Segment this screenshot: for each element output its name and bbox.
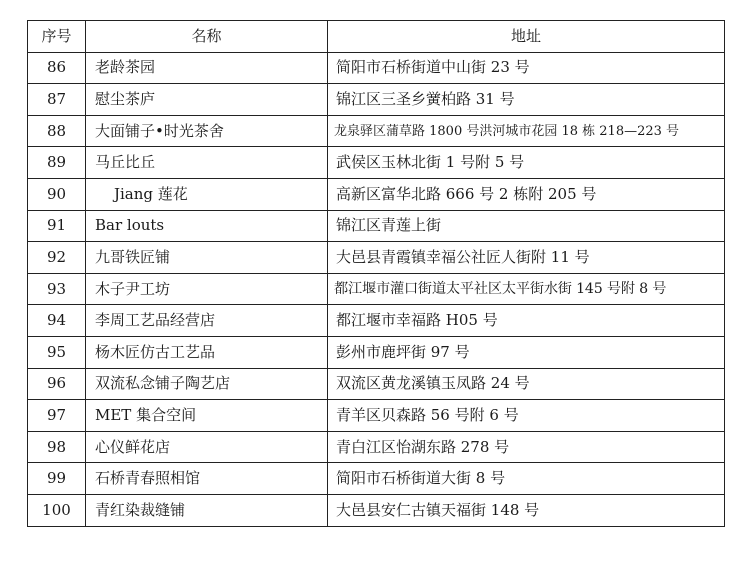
table-row: [28, 463, 725, 495]
row-index: 94: [28, 305, 86, 337]
row-address: 青羊区贝森路 56 号附 6 号: [328, 400, 725, 432]
row-address: 大邑县安仁古镇天福街 148 号: [328, 494, 725, 526]
row-index: 97: [28, 400, 86, 432]
column-header-name: 名称: [86, 21, 328, 53]
row-name: MET 集合空间: [86, 400, 328, 432]
row-name: 石桥青春照相馆: [86, 463, 328, 495]
row-name: 李周工艺品经营店: [86, 305, 328, 337]
row-address: 大邑县青霞镇幸福公社匠人街附 11 号: [328, 242, 725, 274]
row-name: 杨木匠仿古工艺品: [86, 336, 328, 368]
row-address: 彭州市鹿坪街 97 号: [328, 336, 725, 368]
row-index: 86: [28, 52, 86, 84]
row-index: 87: [28, 84, 86, 116]
row-address: 高新区富华北路 666 号 2 栋附 205 号: [328, 178, 725, 210]
row-name: 心仪鲜花店: [86, 431, 328, 463]
row-address: 青白江区怡湖东路 278 号: [328, 431, 725, 463]
table-header-row: [28, 21, 725, 53]
row-index: 100: [28, 494, 86, 526]
row-index: 98: [28, 431, 86, 463]
table-row: [28, 494, 725, 526]
row-name: 九哥铁匠铺: [86, 242, 328, 274]
row-name: Jiang 莲花: [86, 178, 328, 210]
row-index: 88: [28, 115, 86, 147]
table-row: [28, 147, 725, 179]
row-index: 95: [28, 336, 86, 368]
shop-address-table: [27, 20, 725, 527]
row-index: 92: [28, 242, 86, 274]
row-address: 简阳市石桥街道大街 8 号: [328, 463, 725, 495]
table-row: [28, 84, 725, 116]
table-row: [28, 242, 725, 274]
row-address: 都江堰市灌口街道太平社区太平街水街 145 号附 8 号: [328, 273, 725, 305]
row-index: 99: [28, 463, 86, 495]
table-row: [28, 115, 725, 147]
table-row: [28, 52, 725, 84]
row-address: 武侯区玉林北街 1 号附 5 号: [328, 147, 725, 179]
row-name: 木子尹工坊: [86, 273, 328, 305]
row-index: 89: [28, 147, 86, 179]
table-row: [28, 210, 725, 242]
table-row: [28, 305, 725, 337]
table-row: [28, 368, 725, 400]
table-row: [28, 273, 725, 305]
row-name: Bar louts: [86, 210, 328, 242]
row-index: 96: [28, 368, 86, 400]
row-name: 慰尘茶庐: [86, 84, 328, 116]
row-address: 简阳市石桥街道中山街 23 号: [328, 52, 725, 84]
row-address: 锦江区三圣乡黉柏路 31 号: [328, 84, 725, 116]
column-header-address: 地址: [328, 21, 725, 53]
table-row: [28, 431, 725, 463]
row-address: 龙泉驿区蒲草路 1800 号洪河城市花园 18 栋 218—223 号: [328, 115, 725, 147]
table-row: [28, 400, 725, 432]
column-header-index: 序号: [28, 21, 86, 53]
row-name: 大面铺子•时光茶舍: [86, 115, 328, 147]
row-address: 双流区黄龙溪镇玉凤路 24 号: [328, 368, 725, 400]
row-index: 93: [28, 273, 86, 305]
row-address: 锦江区青莲上街: [328, 210, 725, 242]
row-index: 91: [28, 210, 86, 242]
row-name: 马丘比丘: [86, 147, 328, 179]
row-name: 双流私念铺子陶艺店: [86, 368, 328, 400]
row-index: 90: [28, 178, 86, 210]
table-row: [28, 178, 725, 210]
row-name: 老龄茶园: [86, 52, 328, 84]
table-row: [28, 336, 725, 368]
row-address: 都江堰市幸福路 H05 号: [328, 305, 725, 337]
row-name: 青红染裁缝铺: [86, 494, 328, 526]
